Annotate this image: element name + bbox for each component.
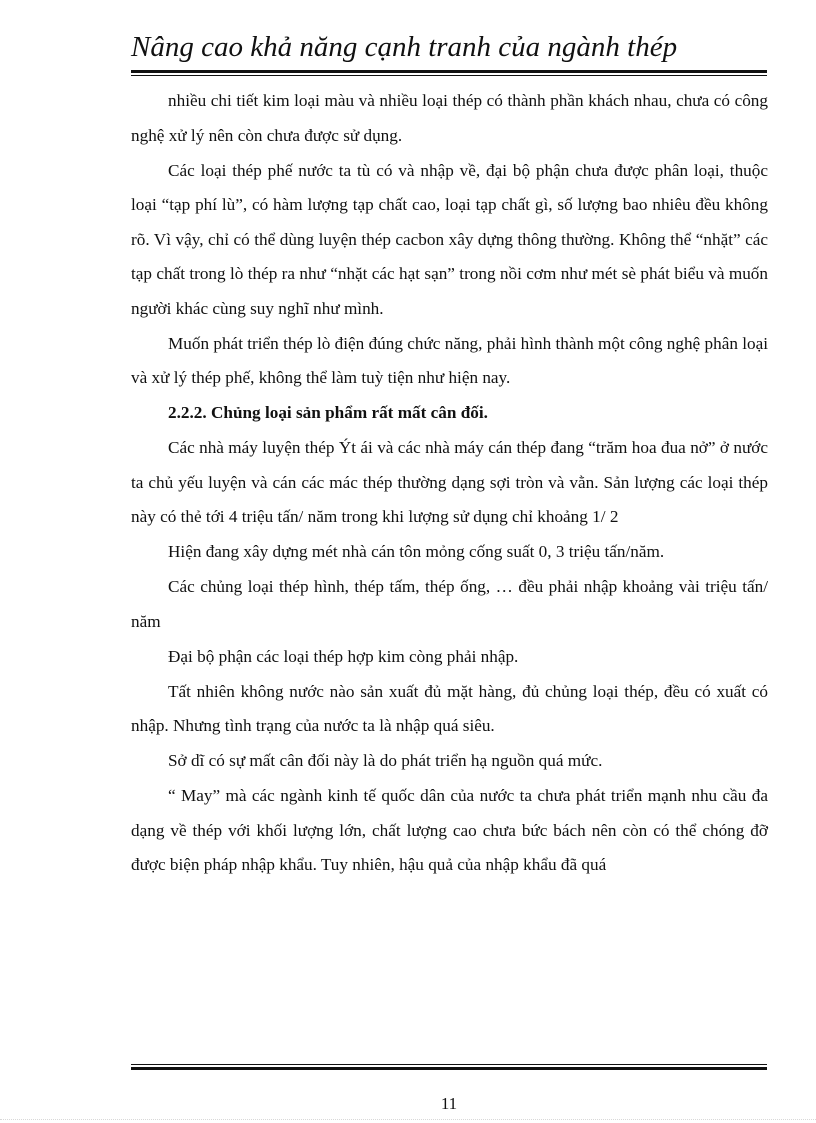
paragraph-10: “ May” mà các ngành kinh tế quốc dân của nước ta chưa phát triển mạnh nhu cầu đa dạng về thép với khối lượng lớn, chất lượng cao chưa bức bách nên còn có thể chóng đỡ được biện pháp nhập khẩu. Tuy nhiên, hậu quả của nhập khẩu đã quá — [131, 786, 768, 874]
footer-rule-thick — [131, 1067, 767, 1070]
paragraph-9: Sở dĩ có sự mất cân đối này là do phát triển hạ nguồn quá mức. — [168, 751, 603, 770]
running-header-title: Nâng cao khả năng cạnh tranh của ngành thép — [131, 31, 678, 63]
paragraph-4: Các nhà máy luyện thép Ýt ái và các nhà máy cán thép đang “trăm hoa đua nở” ở nước ta chủ yếu luyện và cán các mác thép thường dạng sợi tròn và vằn. Sản lượng các loại thép này có thẻ tới 4 triệu tấn/ năm trong khi lượng sử dụng chỉ khoảng 1/ 2 — [131, 438, 768, 526]
paragraph-3: Muốn phát triển thép lò điện đúng chức năng, phải hình thành một công nghệ phân loại và xử lý thép phế, không thể làm tuỳ tiện như hiện nay. — [131, 333, 768, 387]
section-heading: 2.2.2. Chủng loại sản phẩm rất mất cân đối. — [168, 403, 488, 422]
paragraph-6: Các chủng loại thép hình, thép tấm, thép ống, … đều phải nhập khoảng vài triệu tấn/ năm — [131, 577, 768, 631]
paragraph-1: nhiều chi tiết kim loại màu và nhiều loại thép có thành phần khách nhau, chưa có công nghệ xử lý nên còn chưa được sử dụng. — [131, 91, 768, 145]
page-edge-divider — [0, 1119, 816, 1120]
paragraph-2: Các loại thép phế nước ta tù có và nhập về, đại bộ phận chưa được phân loại, thuộc loại “tạp phí lù”, có hàm lượng tạp chất cao, loại tạp chất gì, số lượng bao nhiêu đều không rõ. Vì vậy, chỉ có thể dùng luyện thép cacbon xây dựng thông thường. Không thể “nhặt” các tạp chất trong lò thép ra như “nhặt các hạt sạn” trong nồi cơm như mét sè phát biểu và muốn người khác cùng suy nghĩ như mình. — [131, 160, 768, 318]
header-rule-thick — [131, 70, 767, 73]
paragraph-7: Đại bộ phận các loại thép hợp kim còng phải nhập. — [168, 646, 519, 666]
footer-rule-thin — [131, 1064, 767, 1065]
paragraph-5: Hiện đang xây dựng mét nhà cán tôn mỏng cống suất 0, 3 triệu tấn/năm. — [168, 542, 665, 561]
header-rule-thin — [131, 75, 767, 76]
body-text — [131, 84, 768, 883]
paragraph-8: Tất nhiên không nước nào sản xuất đủ mặt hàng, đủ chủng loại thép, đều có xuất có nhập. Nhưng tình trạng của nước ta là nhập quá siêu. — [131, 681, 768, 735]
page-number: 11 — [440, 1094, 458, 1113]
